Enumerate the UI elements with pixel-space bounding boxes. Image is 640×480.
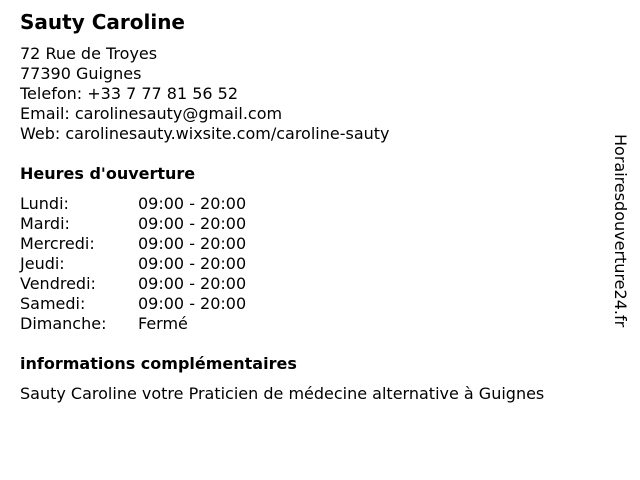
day-label: Jeudi:: [20, 254, 65, 273]
street-address: 72 Rue de Troyes: [20, 44, 158, 63]
hours-value: 09:00 - 20:00: [138, 194, 247, 213]
day-label: Samedi:: [20, 294, 86, 313]
phone-line: Telefon: +33 7 77 81 56 52: [20, 84, 239, 103]
day-label: Dimanche:: [20, 314, 107, 333]
hours-row-tuesday: [20, 214, 246, 234]
web-line: Web: carolinesauty.wixsite.com/caroline-sauty: [20, 124, 390, 143]
hours-value: 09:00 - 20:00: [138, 294, 247, 313]
day-label: Mercredi:: [20, 234, 95, 253]
day-label: Vendredi:: [20, 274, 96, 293]
hours-row-friday: [20, 274, 246, 294]
email-line: Email: carolinesauty@gmail.com: [20, 104, 283, 123]
additional-info-heading: informations complémentaires: [20, 354, 297, 373]
hours-value: 09:00 - 20:00: [138, 274, 247, 293]
day-label: Mardi:: [20, 214, 70, 233]
hours-row-sunday: [20, 314, 246, 334]
hours-value: 09:00 - 20:00: [138, 214, 247, 233]
site-watermark: Horairesdouverture24.fr: [611, 134, 630, 328]
hours-row-saturday: [20, 294, 246, 314]
day-label: Lundi:: [20, 194, 69, 213]
hours-value: 09:00 - 20:00: [138, 254, 247, 273]
opening-hours-table: [20, 194, 246, 334]
additional-info-text: Sauty Caroline votre Praticien de médecine alternative à Guignes: [20, 384, 545, 403]
hours-value: 09:00 - 20:00: [138, 234, 247, 253]
contact-block: [20, 44, 390, 144]
hours-row-wednesday: [20, 234, 246, 254]
business-name: Sauty Caroline: [20, 10, 185, 34]
hours-value: Fermé: [138, 314, 188, 333]
opening-hours-heading: Heures d'ouverture: [20, 164, 196, 183]
hours-row-monday: [20, 194, 246, 214]
hours-row-thursday: [20, 254, 246, 274]
city-postal: 77390 Guignes: [20, 64, 142, 83]
